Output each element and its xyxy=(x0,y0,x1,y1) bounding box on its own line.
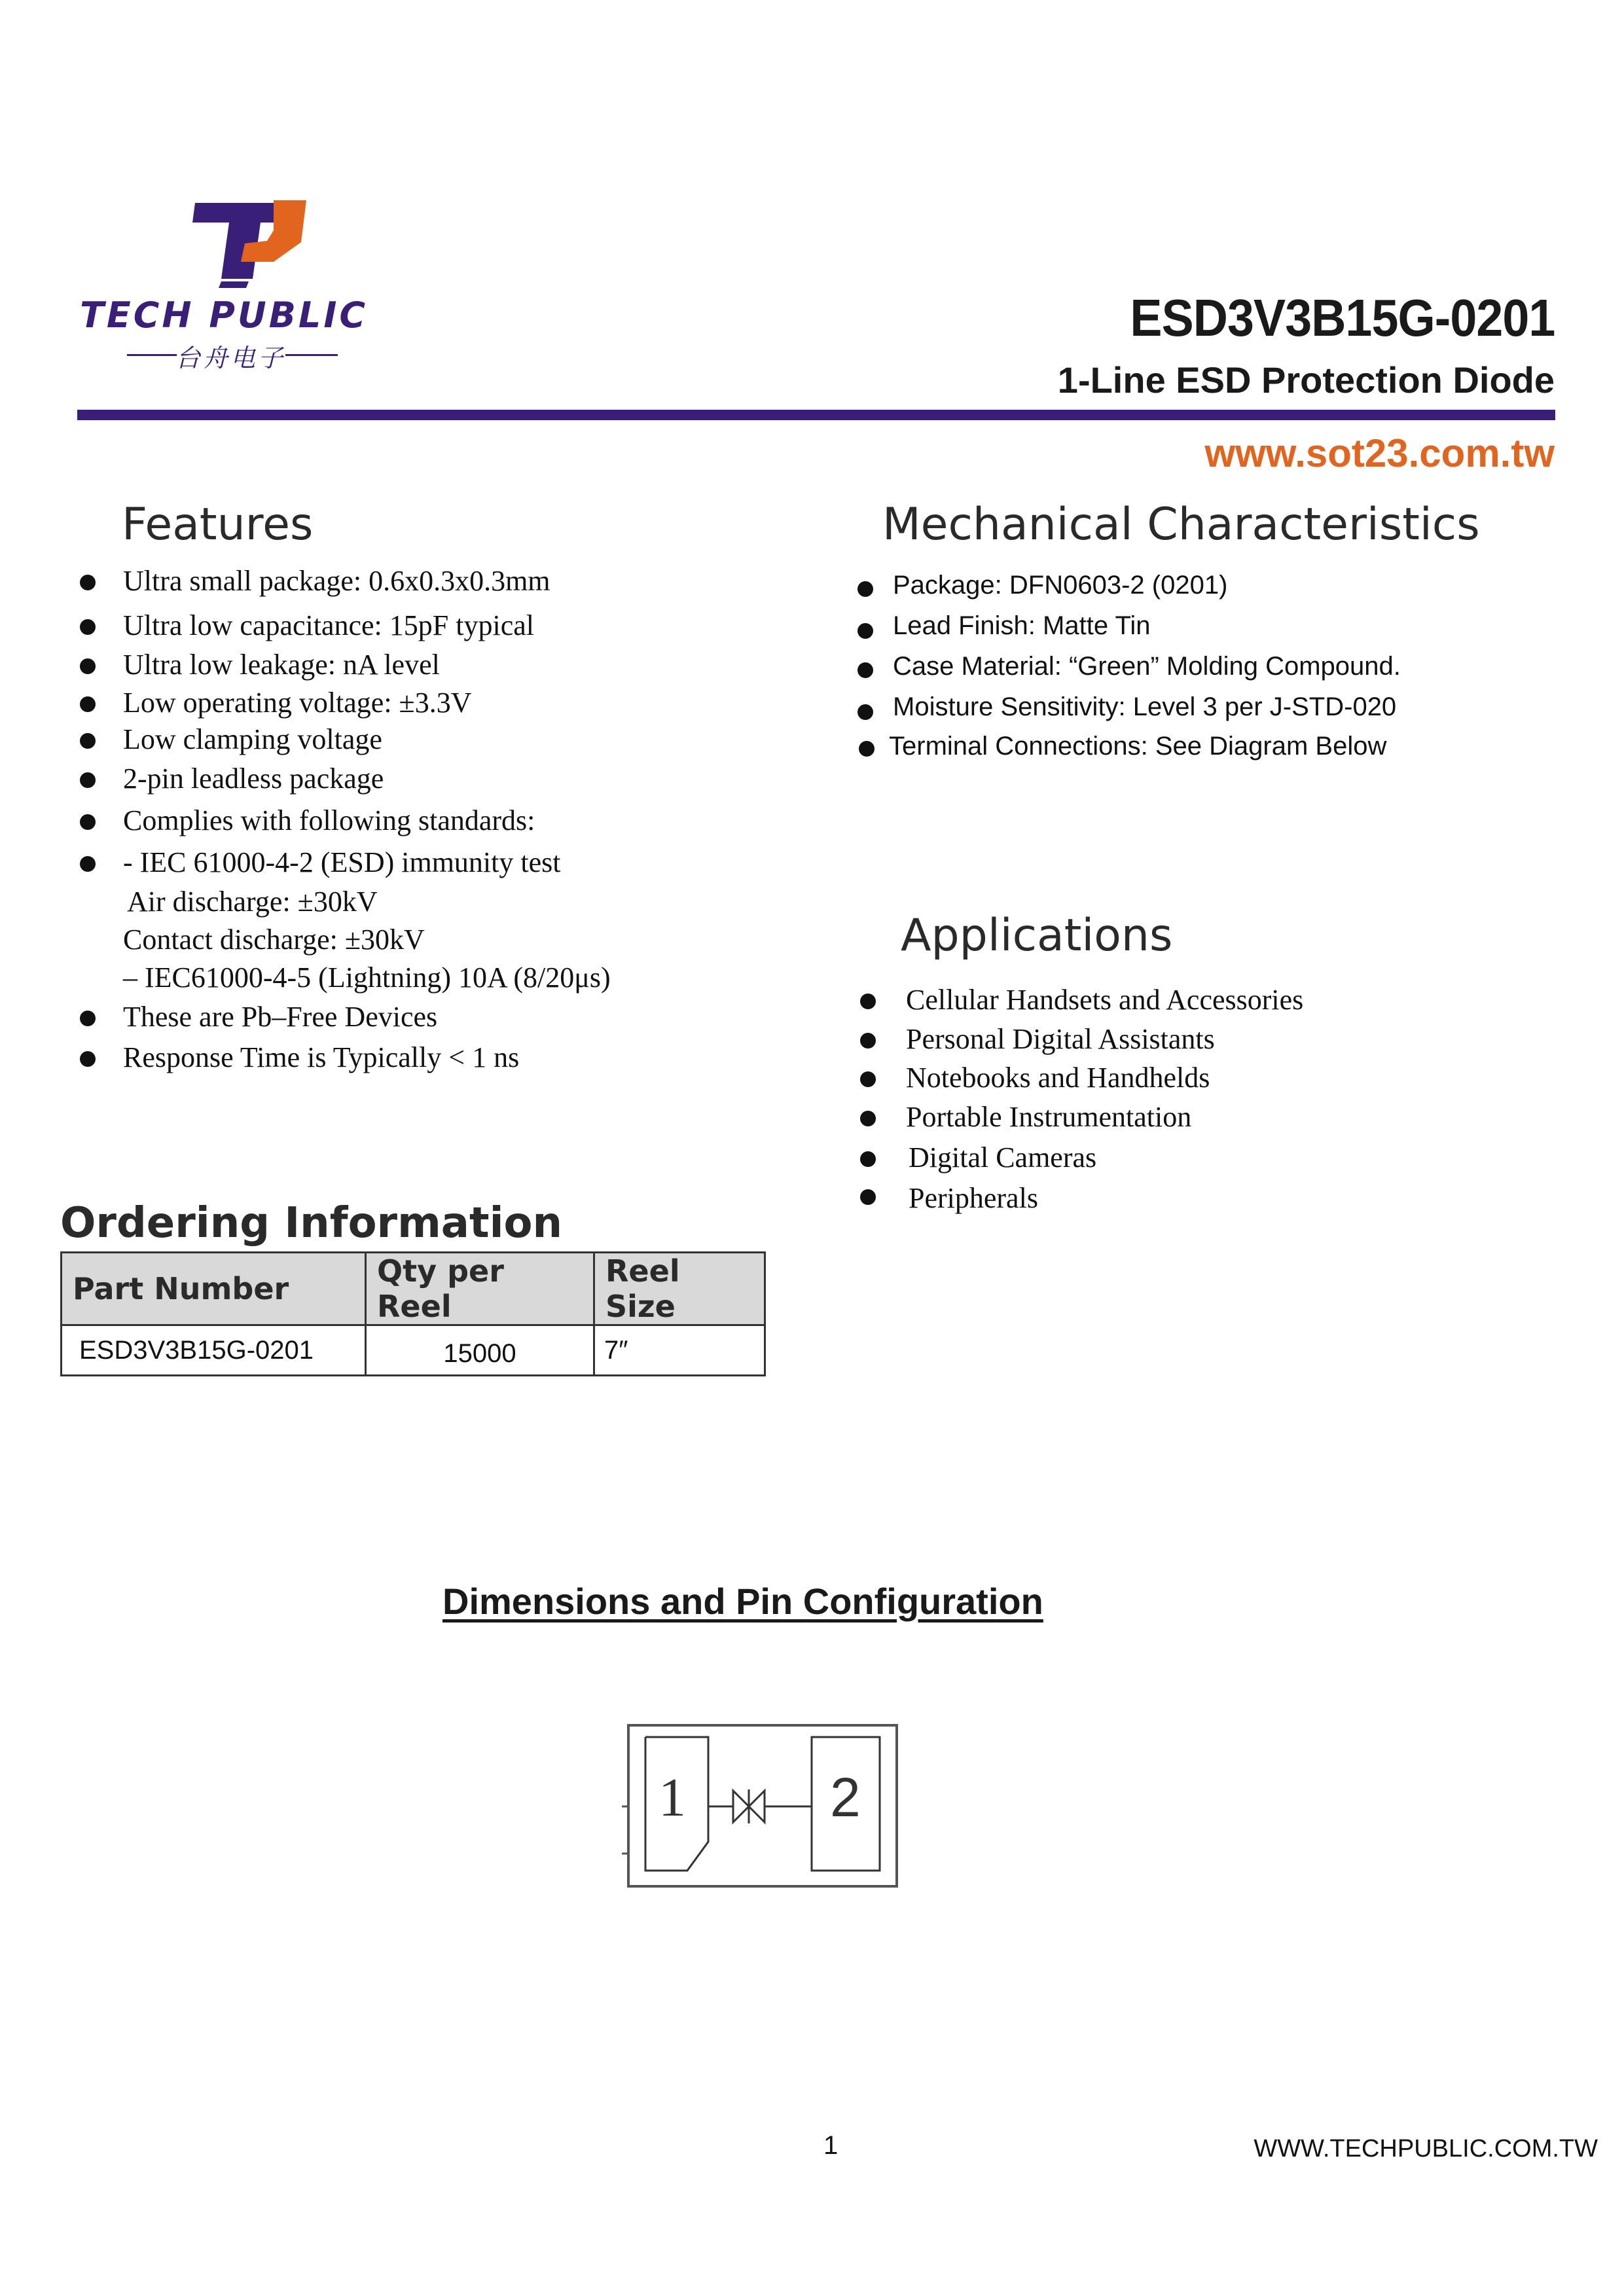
ordering-title: Ordering Information xyxy=(60,1199,563,1247)
bullet-icon xyxy=(860,1033,876,1049)
part-subtitle: 1-Line ESD Protection Diode xyxy=(1057,359,1555,401)
logo-divider-left xyxy=(127,354,177,356)
tp-logo-icon xyxy=(77,196,365,295)
ordering-table xyxy=(60,1251,766,1376)
bullet-icon xyxy=(860,1189,876,1205)
applications-title: Applications xyxy=(901,910,1173,961)
logo-name: TECH PUBLIC xyxy=(80,295,369,336)
header-rule xyxy=(77,410,1555,420)
features-title: Features xyxy=(122,499,314,550)
bullet-icon xyxy=(857,581,873,597)
dimensions-title: Dimensions and Pin Configuration xyxy=(442,1581,1043,1622)
bullet-icon xyxy=(80,1011,96,1026)
bullet-icon xyxy=(80,1051,96,1067)
bullet-icon xyxy=(80,696,96,712)
logo-subtitle: 台舟电子 xyxy=(175,344,286,372)
bullet-icon xyxy=(80,658,96,674)
bullet-icon xyxy=(857,704,873,720)
footer-website[interactable]: WWW.TECHPUBLIC.COM.TW xyxy=(1254,2135,1598,2162)
pin-2-label: 2 xyxy=(830,1767,861,1828)
header-website[interactable]: www.sot23.com.tw xyxy=(1204,431,1555,475)
pin-diagram xyxy=(622,1723,903,1893)
pin-1-label: 1 xyxy=(659,1767,686,1828)
mechanical-title: Mechanical Characteristics xyxy=(882,499,1480,550)
bullet-icon xyxy=(80,733,96,749)
bullet-icon xyxy=(80,772,96,788)
bullet-icon xyxy=(860,1111,876,1126)
part-title: ESD3V3B15G-0201 xyxy=(1129,289,1555,347)
bullet-icon xyxy=(860,994,876,1009)
page-number: 1 xyxy=(823,2131,839,2160)
bullet-icon xyxy=(857,662,873,678)
bullet-icon xyxy=(860,1151,876,1167)
logo-divider-right xyxy=(285,354,338,356)
bullet-icon xyxy=(80,814,96,830)
bullet-icon xyxy=(80,575,96,590)
column-header: Qty per Reel xyxy=(366,1253,594,1325)
company-logo xyxy=(77,196,369,373)
bullet-icon xyxy=(859,741,875,757)
bullet-icon xyxy=(857,623,873,639)
column-header: Reel Size xyxy=(594,1253,765,1325)
table-cell: ESD3V3B15G-0201 xyxy=(62,1325,366,1376)
bullet-icon xyxy=(860,1071,876,1087)
table-header-row xyxy=(62,1253,765,1325)
table-row xyxy=(62,1325,765,1376)
table-cell: 7″ xyxy=(594,1325,765,1376)
bullet-icon xyxy=(80,856,96,872)
table-cell: 15000 xyxy=(366,1325,594,1376)
bullet-icon xyxy=(80,619,96,635)
column-header: Part Number xyxy=(62,1253,366,1325)
